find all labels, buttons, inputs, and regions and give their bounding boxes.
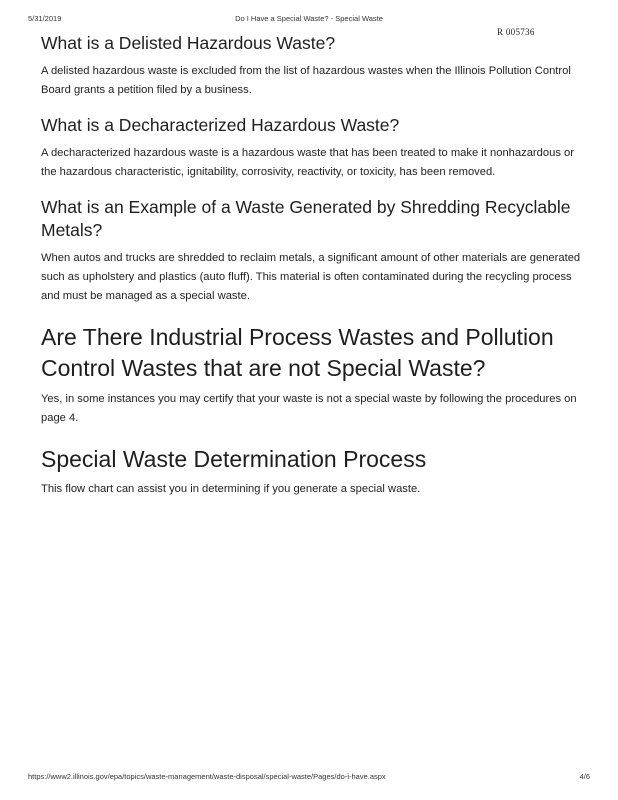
print-date: 5/31/2019 xyxy=(28,14,62,23)
article-content xyxy=(41,32,581,499)
section-delisted-waste xyxy=(41,32,581,100)
section-not-special-waste xyxy=(41,322,581,428)
print-page-title: Do I Have a Special Waste? - Special Waste xyxy=(235,14,383,23)
section-body: A decharacterized hazardous waste is a hazardous waste that has been treated to make it nonhazardous or the hazardous characteristic, ignitability, corrosivity, reactivity, or toxicity, has been removed. xyxy=(41,147,574,178)
print-url: https://www2.illinois.gov/epa/topics/waste-management/waste-disposal/special-waste/Pages/do-i-have.aspx xyxy=(28,772,386,781)
section-heading: Are There Industrial Process Wastes and Pollution Control Wastes that are not Special Waste? xyxy=(41,324,554,381)
section-heading: What is a Decharacterized Hazardous Waste? xyxy=(41,115,400,135)
section-determination-process xyxy=(41,444,581,499)
section-body: Yes, in some instances you may certify that your waste is not a special waste by following the procedures on page 4. xyxy=(41,393,577,424)
section-shredding-example xyxy=(41,196,581,306)
section-heading: Special Waste Determination Process xyxy=(41,446,427,472)
section-body: This flow chart can assist you in determining if you generate a special waste. xyxy=(41,483,421,495)
section-heading: What is an Example of a Waste Generated by Shredding Recyclable Metals? xyxy=(41,197,571,240)
section-heading: What is a Delisted Hazardous Waste? xyxy=(41,33,336,53)
section-decharacterized-waste xyxy=(41,114,581,182)
section-body: A delisted hazardous waste is excluded from the list of hazardous wastes when the Illinois Pollution Control Board grants a petition filed by a business. xyxy=(41,65,571,96)
section-body: When autos and trucks are shredded to reclaim metals, a significant amount of other materials are generated such as upholstery and plastics (auto fluff). This material is often contaminated during the recycling process and must be managed as a special waste. xyxy=(41,252,581,302)
print-header xyxy=(28,14,590,26)
page-number: 4/6 xyxy=(579,772,590,781)
print-footer xyxy=(28,772,590,784)
bates-stamp: R 005736 xyxy=(497,27,535,37)
